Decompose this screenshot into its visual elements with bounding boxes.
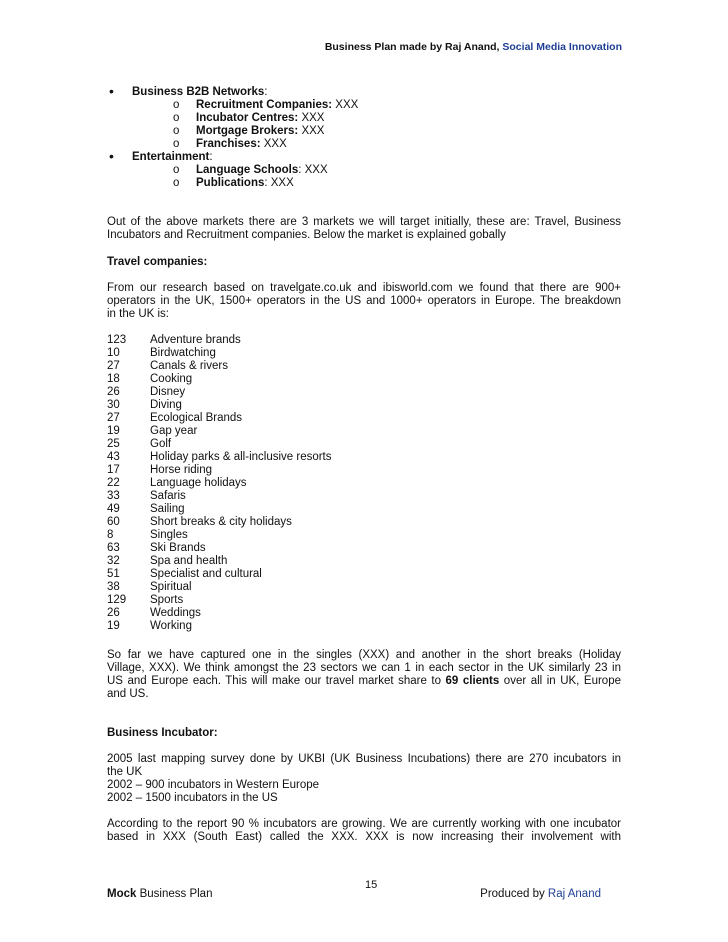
sub-bullet-label: Mortgage Brokers: [196, 125, 299, 137]
breakdown-count: 30 [107, 399, 120, 411]
breakdown-count: 27 [107, 412, 120, 424]
breakdown-row [107, 555, 407, 568]
breakdown-sector: Language holidays [150, 477, 247, 489]
breakdown-sector: Gap year [150, 425, 198, 437]
text-line: in the UK is: [107, 308, 169, 320]
breakdown-row [107, 334, 407, 347]
breakdown-row [107, 503, 407, 516]
breakdown-count: 27 [107, 360, 120, 372]
text-fragment: US and Europe each. This will make our travel market share to [107, 675, 446, 687]
breakdown-count: 129 [107, 594, 127, 606]
breakdown-count: 26 [107, 386, 120, 398]
breakdown-row [107, 464, 407, 477]
sub-bullet-item [107, 164, 621, 177]
sub-bullet-label: Incubator Centres: [196, 112, 299, 124]
breakdown-count: 32 [107, 555, 120, 567]
breakdown-row [107, 386, 407, 399]
breakdown-sector: Golf [150, 438, 172, 450]
bullet-item [107, 83, 621, 99]
breakdown-row [107, 399, 407, 412]
circle-bullet-icon: o [173, 138, 180, 150]
sub-bullet-item [107, 138, 621, 151]
breakdown-row [107, 581, 407, 594]
bullet-item [107, 148, 621, 164]
breakdown-row [107, 451, 407, 464]
breakdown-row [107, 620, 407, 633]
breakdown-row [107, 594, 407, 607]
bullet-suffix: : [209, 151, 213, 163]
breakdown-sector: Cooking [150, 373, 193, 385]
sub-bullet-item [107, 177, 621, 190]
breakdown-count: 22 [107, 477, 120, 489]
footer-right [480, 888, 601, 900]
circle-bullet-icon: o [173, 177, 180, 189]
text-line: Out of the above markets there are 3 markets we will target initially, these are: Travel, Business [107, 216, 621, 228]
circle-bullet-icon: o [173, 125, 180, 137]
breakdown-row [107, 490, 407, 503]
sub-bullet-item [107, 99, 621, 112]
sub-bullet-value: XXX [332, 99, 359, 111]
text-line: the UK [107, 766, 143, 778]
intro-paragraph [107, 216, 621, 242]
circle-bullet-icon: o [173, 164, 180, 176]
text-line: Incubators and Recruitment companies. Below the market is explained gobally [107, 229, 506, 241]
incubator-heading: Business Incubator: [107, 727, 218, 739]
breakdown-count: 51 [107, 568, 120, 580]
sub-bullet-value: : XXX [264, 177, 294, 189]
breakdown-count: 33 [107, 490, 120, 502]
breakdown-row [107, 477, 407, 490]
breakdown-sector: Adventure brands [150, 334, 241, 346]
text-line: operators in the UK, 1500+ operators in the US and 1000+ operators in Europe. The breakdown [107, 295, 621, 307]
page-number: 15 [365, 879, 378, 891]
sub-bullet-item [107, 125, 621, 138]
footer-left-bold: Mock [107, 888, 137, 900]
breakdown-sector: Specialist and cultural [150, 568, 262, 580]
sub-bullet-value: XXX [260, 138, 287, 150]
circle-bullet-icon: o [173, 112, 180, 124]
text-fragment: over all in UK, Europe [499, 675, 621, 687]
text-line: 2005 last mapping survey done by UKBI (UK Business Incubations) there are 270 incubators in [107, 753, 621, 765]
sub-bullet-label: Language Schools [196, 164, 299, 176]
breakdown-row [107, 542, 407, 555]
breakdown-row [107, 516, 407, 529]
breakdown-count: 10 [107, 347, 120, 359]
travel-breakdown-list [107, 334, 407, 633]
market-bullet-list [107, 83, 621, 190]
breakdown-row [107, 373, 407, 386]
bullet-icon: • [109, 83, 114, 99]
circle-bullet-icon: o [173, 99, 180, 111]
incubator-stats-paragraph [107, 753, 621, 805]
breakdown-sector: Singles [150, 529, 188, 541]
breakdown-sector: Working [150, 620, 192, 632]
travel-summary-paragraph [107, 649, 621, 701]
breakdown-row [107, 425, 407, 438]
sub-bullet-item [107, 112, 621, 125]
text-line [107, 675, 621, 688]
bullet-label: Business B2B Networks [132, 86, 265, 98]
header-title: Business Plan made by Raj Anand, [324, 41, 503, 53]
sub-bullet-label: Franchises: [196, 138, 261, 150]
incubator-report-paragraph [107, 818, 621, 844]
breakdown-sector: Horse riding [150, 464, 212, 476]
breakdown-sector: Birdwatching [150, 347, 216, 359]
breakdown-sector: Safaris [150, 490, 186, 502]
breakdown-count: 8 [107, 529, 114, 541]
travel-research-paragraph [107, 282, 621, 321]
breakdown-row [107, 347, 407, 360]
footer-left-text: Business Plan [136, 888, 213, 900]
footer-author: Raj Anand [547, 888, 601, 900]
breakdown-sector: Diving [150, 399, 182, 411]
page-header [325, 41, 622, 53]
breakdown-sector: Holiday parks & all-inclusive resorts [150, 451, 332, 463]
breakdown-sector: Canals & rivers [150, 360, 228, 372]
sub-bullet-label: Publications [196, 177, 265, 189]
breakdown-count: 26 [107, 607, 120, 619]
text-line: So far we have captured one in the singles (XXX) and another in the short breaks (Holiday [107, 649, 621, 661]
text-line: From our research based on travelgate.co.uk and ibisworld.com we found that there are 900+ [107, 282, 621, 294]
text-line: and US. [107, 688, 149, 700]
breakdown-row [107, 360, 407, 373]
footer-left [107, 888, 212, 900]
breakdown-count: 18 [107, 373, 120, 385]
breakdown-sector: Short breaks & city holidays [150, 516, 292, 528]
sub-bullet-label: Recruitment Companies: [196, 99, 333, 111]
breakdown-sector: Spa and health [150, 555, 228, 567]
bullet-label: Entertainment [132, 151, 210, 163]
client-count: 69 clients [445, 675, 500, 687]
breakdown-count: 49 [107, 503, 120, 515]
text-line: Village, XXX). We think amongst the 23 sectors we can 1 in each sector in the UK similarly 23 in [107, 662, 621, 674]
breakdown-sector: Spiritual [150, 581, 192, 593]
breakdown-count: 60 [107, 516, 120, 528]
breakdown-count: 63 [107, 542, 120, 554]
breakdown-count: 123 [107, 334, 127, 346]
travel-heading: Travel companies: [107, 256, 208, 268]
text-line: based in XXX (South East) called the XXX. XXX is now increasing their involvement with [107, 831, 621, 843]
breakdown-sector: Sports [150, 594, 184, 606]
breakdown-count: 43 [107, 451, 120, 463]
sub-bullet-value: XXX [298, 112, 325, 124]
breakdown-sector: Ecological Brands [150, 412, 243, 424]
text-line: 2002 – 1500 incubators in the US [107, 792, 278, 804]
breakdown-row [107, 412, 407, 425]
breakdown-count: 25 [107, 438, 120, 450]
breakdown-row [107, 607, 407, 620]
bullet-icon: • [109, 148, 114, 164]
text-line: According to the report 90 % incubators are growing. We are currently working with one incubator [107, 818, 621, 830]
breakdown-count: 19 [107, 425, 120, 437]
breakdown-row [107, 568, 407, 581]
breakdown-row [107, 529, 407, 542]
footer-right-text: Produced by [480, 888, 548, 900]
breakdown-sector: Weddings [150, 607, 201, 619]
sub-bullet-value: XXX [298, 125, 325, 137]
breakdown-sector: Disney [150, 386, 186, 398]
breakdown-count: 19 [107, 620, 120, 632]
bullet-suffix: : [264, 86, 268, 98]
breakdown-row [107, 438, 407, 451]
sub-bullet-value: : XXX [298, 164, 328, 176]
breakdown-sector: Sailing [150, 503, 185, 515]
breakdown-sector: Ski Brands [150, 542, 206, 554]
breakdown-count: 38 [107, 581, 120, 593]
header-accent: Social Media Innovation [502, 41, 622, 53]
text-line: 2002 – 900 incubators in Western Europe [107, 779, 320, 791]
breakdown-count: 17 [107, 464, 120, 476]
